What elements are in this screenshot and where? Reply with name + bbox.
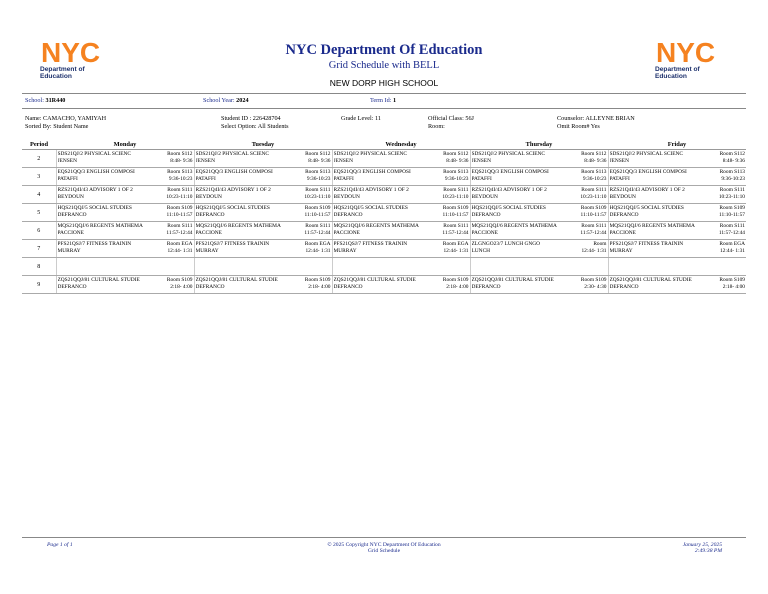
room-number: Room S112 <box>719 151 745 157</box>
room-number: Room S112 <box>443 151 469 157</box>
class-cell-friday <box>608 222 746 240</box>
school-field: School: 31R440 <box>25 97 66 104</box>
class-time: 8:48- 9:36 <box>170 157 193 164</box>
course-code: SDS21QJ/2 PHYSICAL SCIENC <box>57 151 131 157</box>
class-cell-thursday <box>470 168 608 186</box>
grade-level: Grade Level: 11 <box>341 115 381 122</box>
room-number: Room EGA <box>166 241 193 247</box>
page-subtitle: Grid Schedule with BELL <box>328 60 440 71</box>
room-number: Room S109 <box>442 205 469 211</box>
course-code: SDS21QJ/2 PHYSICAL SCIENC <box>609 151 683 157</box>
class-cell-monday <box>56 258 194 276</box>
teacher-name: DEFRANCO <box>609 211 639 218</box>
course-code: HQS21QQJ/5 SOCIAL STUDIES <box>609 205 684 211</box>
class-cell-thursday <box>470 204 608 222</box>
teacher-name: DEFRANCO <box>471 211 501 218</box>
teacher-name: DEFRANCO <box>57 283 87 290</box>
schedule-row <box>22 222 746 240</box>
class-cell-friday <box>608 150 746 168</box>
class-cell-tuesday <box>194 204 332 222</box>
course-code: RZS21Q4I/43 ADVISORY 1 OF 2 <box>471 187 547 193</box>
class-cell-wednesday <box>332 168 470 186</box>
teacher-name: JENSEN <box>57 157 77 164</box>
room-number: Room S109 <box>166 205 193 211</box>
course-code: RZS21Q4I/43 ADVISORY 1 OF 2 <box>195 187 271 193</box>
class-time: 11:10-11:57 <box>719 211 745 218</box>
omit-room: Omit Room# Yes <box>557 123 600 130</box>
room-number: Room S111 <box>305 187 331 193</box>
course-code: PFS21QSJ/7 FITNESS TRAININ <box>195 241 270 247</box>
room-field: Room: <box>428 123 445 130</box>
teacher-name: PACCIONE <box>471 229 498 236</box>
teacher-name: LUNCH <box>471 247 491 254</box>
header-monday: Monday <box>56 139 194 150</box>
room-number: Room S111 <box>719 223 745 229</box>
course-code: MQS21QQJ/6 REGENTS MATHEMA <box>471 223 557 229</box>
period-cell: 3 <box>22 168 56 186</box>
class-cell-wednesday <box>332 204 470 222</box>
room-number: Room S113 <box>305 169 331 175</box>
school-year-field: School Year: 2024 <box>203 97 249 104</box>
official-class: Official Class: 56J <box>428 115 474 122</box>
teacher-name: MURRAY <box>195 247 219 254</box>
schedule-row <box>22 276 746 294</box>
class-time: 11:10-11:57 <box>580 211 607 218</box>
room-number: Room S109 <box>304 277 331 283</box>
room-number: Room S109 <box>580 277 607 283</box>
class-cell-friday <box>608 186 746 204</box>
class-cell-wednesday <box>332 276 470 294</box>
course-code: EQS21QQ/3 ENGLISH COMPOSI <box>195 169 273 175</box>
class-cell-tuesday <box>194 168 332 186</box>
class-time: 11:57-12:44 <box>442 229 469 236</box>
teacher-name: JENSEN <box>195 157 215 164</box>
course-code: RZS21Q4I/43 ADVISORY 1 OF 2 <box>609 187 685 193</box>
class-cell-monday <box>56 276 194 294</box>
class-cell-monday <box>56 222 194 240</box>
course-code: EQS21QQ/3 ENGLISH COMPOSI <box>57 169 135 175</box>
course-code: ZLGNGO23/7 LUNCH GNGO <box>471 241 541 247</box>
teacher-name: JENSEN <box>471 157 491 164</box>
class-time: 9:36-10:23 <box>721 175 745 182</box>
class-cell-tuesday <box>194 258 332 276</box>
room-number: Room EGA <box>304 241 331 247</box>
header-period: Period <box>22 139 56 150</box>
room-number: Room S112 <box>305 151 331 157</box>
class-time: 12:44- 1:31 <box>305 247 331 254</box>
room-number: Room S109 <box>719 277 745 283</box>
class-cell-tuesday <box>194 150 332 168</box>
svg-text:NYC: NYC <box>656 38 715 64</box>
period-cell: 5 <box>22 204 56 222</box>
schedule-grid <box>22 139 746 294</box>
teacher-name: BEYDOUN <box>471 193 498 200</box>
room-number: Room S109 <box>442 277 469 283</box>
class-time: 9:36-10:23 <box>582 175 607 182</box>
teacher-name: DEFRANCO <box>333 283 363 290</box>
teacher-name: MURRAY <box>609 247 633 254</box>
room-number: Room <box>593 241 607 247</box>
schedule-row <box>22 240 746 258</box>
class-cell-thursday <box>470 186 608 204</box>
class-time: 12:44- 1:31 <box>167 247 193 254</box>
course-code: RZS21Q4I/43 ADVISORY 1 OF 2 <box>57 187 133 193</box>
teacher-name: DEFRANCO <box>195 283 225 290</box>
class-time: 2:30- 4:30 <box>584 283 607 290</box>
class-cell-friday <box>608 258 746 276</box>
teacher-name: PACCIONE <box>609 229 636 236</box>
period-cell: 2 <box>22 150 56 168</box>
class-time: 11:57-12:44 <box>580 229 607 236</box>
period-cell: 7 <box>22 240 56 258</box>
page-number: Page 1 of 1 <box>47 542 73 548</box>
course-code: ZQS21QQJ/81 CULTURAL STUDIE <box>57 277 140 283</box>
class-cell-monday <box>56 186 194 204</box>
class-cell-monday <box>56 150 194 168</box>
class-cell-friday <box>608 276 746 294</box>
class-time: 9:36-10:23 <box>306 175 331 182</box>
schedule-row <box>22 168 746 186</box>
course-code: HQS21QQJ/5 SOCIAL STUDIES <box>57 205 132 211</box>
room-number: Room S111 <box>167 187 193 193</box>
class-cell-thursday <box>470 240 608 258</box>
class-cell-wednesday <box>332 186 470 204</box>
class-time: 11:10-11:57 <box>304 211 331 218</box>
teacher-name: BEYDOUN <box>195 193 222 200</box>
logo-text: Department of Education <box>655 66 700 80</box>
class-time: 10:23-11:10 <box>166 193 193 200</box>
course-code: ZQS21QQJ/81 CULTURAL STUDIE <box>471 277 554 283</box>
header-friday: Friday <box>608 139 746 150</box>
teacher-name: PATAFFI <box>333 175 354 182</box>
class-time: 10:23-11:10 <box>304 193 331 200</box>
period-cell: 4 <box>22 186 56 204</box>
period-cell: 9 <box>22 276 56 294</box>
course-code: ZQS21QQJ/81 CULTURAL STUDIE <box>195 277 278 283</box>
teacher-name: DEFRANCO <box>471 283 501 290</box>
copyright: © 2025 Copyright NYC Department Of Education Grid Schedule <box>327 542 441 554</box>
teacher-name: BEYDOUN <box>609 193 636 200</box>
class-cell-wednesday <box>332 240 470 258</box>
course-code: RZS21Q4I/43 ADVISORY 1 OF 2 <box>333 187 409 193</box>
class-cell-tuesday <box>194 240 332 258</box>
room-number: Room S111 <box>305 223 331 229</box>
schedule-row <box>22 150 746 168</box>
class-cell-friday <box>608 240 746 258</box>
course-code: PFS21QSJ/7 FITNESS TRAININ <box>333 241 408 247</box>
teacher-name: DEFRANCO <box>195 211 225 218</box>
class-time: 2:18- 4:00 <box>446 283 469 290</box>
header-thursday: Thursday <box>470 139 608 150</box>
teacher-name: BEYDOUN <box>333 193 360 200</box>
teacher-name: JENSEN <box>333 157 353 164</box>
class-cell-thursday <box>470 222 608 240</box>
teacher-name: PATAFFI <box>195 175 216 182</box>
course-code: PFS21QSJ/7 FITNESS TRAININ <box>57 241 132 247</box>
sorted-by: Sorted By: Student Name <box>25 123 89 130</box>
class-time: 11:57-12:44 <box>304 229 331 236</box>
class-time: 12:44- 1:31 <box>719 247 745 254</box>
room-number: Room S109 <box>166 277 193 283</box>
schedule-header-row <box>22 139 746 150</box>
select-option: Select Option: All Students <box>221 123 289 130</box>
class-time: 8:48- 9:36 <box>308 157 331 164</box>
room-number: Room S111 <box>719 187 745 193</box>
class-time: 12:44- 1:31 <box>443 247 469 254</box>
class-time: 11:57-12:44 <box>166 229 193 236</box>
course-code: HQS21QQJ/5 SOCIAL STUDIES <box>471 205 546 211</box>
course-code: EQS21QQ/3 ENGLISH COMPOSI <box>609 169 687 175</box>
period-cell: 8 <box>22 258 56 276</box>
school-name: NEW DORP HIGH SCHOOL <box>329 78 439 88</box>
class-cell-tuesday <box>194 222 332 240</box>
class-cell-monday <box>56 168 194 186</box>
teacher-name: JENSEN <box>609 157 629 164</box>
class-time: 10:23-11:10 <box>580 193 607 200</box>
logo-text: Department of Education <box>40 66 85 80</box>
room-number: Room S109 <box>719 205 745 211</box>
schedule-row <box>22 258 746 276</box>
room-number: Room S109 <box>304 205 331 211</box>
student-name: Name: CAMACHO, YAMIYAH <box>25 115 107 122</box>
header-tuesday: Tuesday <box>194 139 332 150</box>
class-cell-tuesday <box>194 276 332 294</box>
course-code: ZQS21QQJ/81 CULTURAL STUDIE <box>333 277 416 283</box>
schedule-row <box>22 186 746 204</box>
course-code: MQS21QQJ/6 REGENTS MATHEMA <box>57 223 143 229</box>
teacher-name: PATAFFI <box>57 175 78 182</box>
course-code: ZQS21QQJ/81 CULTURAL STUDIE <box>609 277 692 283</box>
class-cell-wednesday <box>332 222 470 240</box>
class-cell-friday <box>608 204 746 222</box>
header-wednesday: Wednesday <box>332 139 470 150</box>
term-field: Term Id: 1 <box>370 97 397 104</box>
teacher-name: MURRAY <box>57 247 81 254</box>
teacher-name: BEYDOUN <box>57 193 84 200</box>
course-code: SDS21QJ/2 PHYSICAL SCIENC <box>333 151 407 157</box>
class-time: 11:57-12:44 <box>718 229 745 236</box>
room-number: Room EGA <box>719 241 745 247</box>
period-cell: 6 <box>22 222 56 240</box>
course-code: EQS21QQ/3 ENGLISH COMPOSI <box>333 169 411 175</box>
class-time: 9:36-10:23 <box>168 175 193 182</box>
meta-divider <box>22 108 746 109</box>
svg-text:NYC: NYC <box>41 38 100 64</box>
course-code: SDS21QJ/2 PHYSICAL SCIENC <box>195 151 269 157</box>
class-time: 8:48- 9:36 <box>584 157 607 164</box>
class-time: 9:36-10:23 <box>444 175 469 182</box>
teacher-name: DEFRANCO <box>333 211 363 218</box>
class-time: 12:44- 1:31 <box>581 247 607 254</box>
class-time: 8:48- 9:36 <box>446 157 469 164</box>
course-code: HQS21QQJ/5 SOCIAL STUDIES <box>195 205 270 211</box>
print-timestamp: January 25, 2025 2:49:38 PM <box>682 542 722 554</box>
class-cell-wednesday <box>332 258 470 276</box>
room-number: Room S113 <box>581 169 607 175</box>
class-time: 8:48- 9:36 <box>722 157 745 164</box>
class-cell-friday <box>608 168 746 186</box>
teacher-name: PATAFFI <box>609 175 630 182</box>
class-cell-monday <box>56 240 194 258</box>
room-number: Room EGA <box>442 241 469 247</box>
course-code: MQS21QQJ/6 REGENTS MATHEMA <box>609 223 695 229</box>
class-cell-thursday <box>470 150 608 168</box>
class-time: 10:23-11:10 <box>718 193 745 200</box>
course-code: SDS21QJ/2 PHYSICAL SCIENC <box>471 151 545 157</box>
room-number: Room S111 <box>167 223 193 229</box>
class-time: 2:18- 4:00 <box>170 283 193 290</box>
course-code: EQS21QQ/3 ENGLISH COMPOSI <box>471 169 549 175</box>
room-number: Room S109 <box>580 205 607 211</box>
class-cell-thursday <box>470 276 608 294</box>
class-time: 11:10-11:57 <box>442 211 469 218</box>
teacher-name: PACCIONE <box>57 229 84 236</box>
student-id: Student ID : 226428704 <box>221 115 281 122</box>
room-number: Room S111 <box>581 223 607 229</box>
course-code: MQS21QQJ/6 REGENTS MATHEMA <box>195 223 281 229</box>
teacher-name: PATAFFI <box>471 175 492 182</box>
teacher-name: DEFRANCO <box>57 211 87 218</box>
header-divider <box>22 93 746 94</box>
course-code: HQS21QQJ/5 SOCIAL STUDIES <box>333 205 408 211</box>
class-cell-wednesday <box>332 150 470 168</box>
teacher-name: PACCIONE <box>333 229 360 236</box>
room-number: Room S113 <box>443 169 469 175</box>
room-number: Room S113 <box>719 169 745 175</box>
course-code: PFS21QSJ/7 FITNESS TRAININ <box>609 241 684 247</box>
class-cell-monday <box>56 204 194 222</box>
class-time: 2:18- 4:00 <box>722 283 745 290</box>
room-number: Room S111 <box>443 187 469 193</box>
class-time: 10:23-11:10 <box>442 193 469 200</box>
room-number: Room S111 <box>443 223 469 229</box>
course-code: MQS21QQJ/6 REGENTS MATHEMA <box>333 223 419 229</box>
class-time: 2:18- 4:00 <box>308 283 331 290</box>
teacher-name: MURRAY <box>333 247 357 254</box>
room-number: Room S112 <box>581 151 607 157</box>
page-title: NYC Department Of Education <box>285 42 483 58</box>
room-number: Room S111 <box>581 187 607 193</box>
teacher-name: DEFRANCO <box>609 283 639 290</box>
class-cell-thursday <box>470 258 608 276</box>
room-number: Room S112 <box>167 151 193 157</box>
schedule-row <box>22 204 746 222</box>
class-cell-tuesday <box>194 186 332 204</box>
room-number: Room S113 <box>167 169 193 175</box>
teacher-name: PACCIONE <box>195 229 222 236</box>
footer-divider <box>22 537 746 538</box>
class-time: 11:10-11:57 <box>166 211 193 218</box>
counselor: Counselor: ALLEYNE BRIAN <box>557 115 635 122</box>
